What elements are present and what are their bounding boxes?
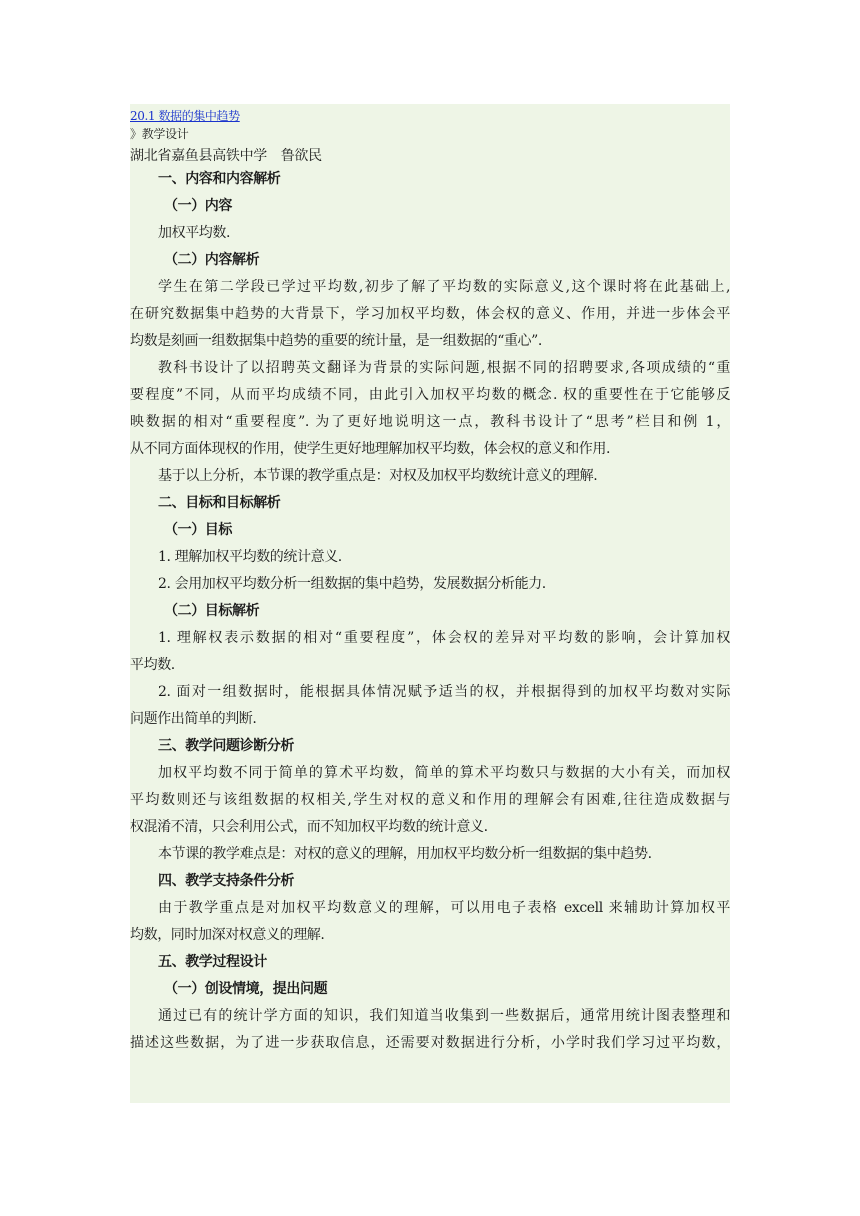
paragraph-line: 教科书设计了以招聘英文翻译为背景的实际问题,根据不同的招聘要求,各项成绩的“重 — [158, 360, 730, 376]
paragraph-line: 平均数. — [130, 657, 175, 673]
document-subtitle: 》教学设计 — [130, 127, 189, 141]
document-body — [130, 166, 730, 1057]
paragraph-line: 平均数则还与该组数据的权相关,学生对权的意义和作用的理解会有困难,往往造成数据与 — [130, 792, 730, 808]
paragraph-line: 1. 理解加权平均数的统计意义. — [158, 549, 342, 565]
section-heading: （二）内容解析 — [164, 252, 260, 268]
author-line: 湖北省嘉鱼县高铁中学 鲁欲民 — [130, 148, 322, 164]
paragraph-line: 问题作出简单的判断. — [130, 711, 257, 727]
paragraph-line: 加权平均数. — [158, 225, 231, 241]
paragraph-line: 通过已有的统计学方面的知识，我们知道当收集到一些数据后，通常用统计图表整理和 — [158, 1008, 730, 1024]
paragraph-line: 描述这些数据，为了进一步获取信息，还需要对数据进行分析，小学时我们学习过平均数， — [130, 1035, 730, 1051]
paragraph-line: 在研究数据集中趋势的大背景下，学习加权平均数，体会权的意义、作用，并进一步体会平 — [130, 306, 730, 322]
paragraph-line: 均数是刻画一组数据集中趋势的重要的统计量，是一组数据的“重心”. — [130, 333, 542, 349]
document-title-link[interactable]: 20.1 数据的集中趋势 — [130, 109, 240, 123]
paragraph-line: 学生在第二学段已学过平均数,初步了解了平均数的实际意义,这个课时将在此基础上, — [158, 279, 730, 295]
section-heading: 三、教学问题诊断分析 — [158, 738, 294, 754]
section-heading: 四、教学支持条件分析 — [158, 873, 294, 889]
section-heading: （一）目标 — [164, 522, 232, 538]
paragraph-line: 本节课的教学难点是：对权的意义的理解，用加权平均数分析一组数据的集中趋势. — [158, 846, 652, 862]
paragraph-line: 2. 面对一组数据时，能根据具体情况赋予适当的权，并根据得到的加权平均数对实际 — [158, 684, 730, 700]
paragraph-line: 权混淆不清，只会利用公式，而不知加权平均数的统计意义. — [130, 819, 488, 835]
paragraph-line: 均数，同时加深对权意义的理解. — [130, 927, 325, 943]
paragraph-line: 2. 会用加权平均数分析一组数据的集中趋势，发展数据分析能力. — [158, 576, 546, 592]
section-heading: （二）目标解析 — [164, 603, 260, 619]
paragraph-line: 从不同方面体现权的作用，使学生更好地理解加权平均数，体会权的意义和作用. — [130, 441, 611, 457]
paragraph-line: 加权平均数不同于简单的算术平均数，简单的算术平均数只与数据的大小有关，而加权 — [158, 765, 730, 781]
paragraph-line: 要程度”不同，从而平均成绩不同，由此引入加权平均数的概念. 权的重要性在于它能够反 — [130, 387, 730, 403]
paragraph-line: 映数据的相对“重要程度”. 为了更好地说明这一点，教科书设计了“思考”栏目和例 1， — [130, 414, 730, 430]
section-heading: 二、目标和目标解析 — [158, 495, 281, 511]
section-heading: （一）内容 — [164, 198, 232, 214]
paragraph-line: 由于教学重点是对加权平均数意义的理解，可以用电子表格 excell 来辅助计算加权平 — [158, 900, 730, 916]
paragraph-line: 1. 理解权表示数据的相对“重要程度”，体会权的差异对平均数的影响，会计算加权 — [158, 630, 730, 646]
paragraph-line: 基于以上分析，本节课的教学重点是：对权及加权平均数统计意义的理解. — [158, 468, 598, 484]
section-heading: 一、内容和内容解析 — [158, 171, 281, 187]
section-heading: （一）创设情境，提出问题 — [164, 981, 328, 997]
section-heading: 五、教学过程设计 — [158, 954, 267, 970]
document-content — [130, 104, 730, 1103]
